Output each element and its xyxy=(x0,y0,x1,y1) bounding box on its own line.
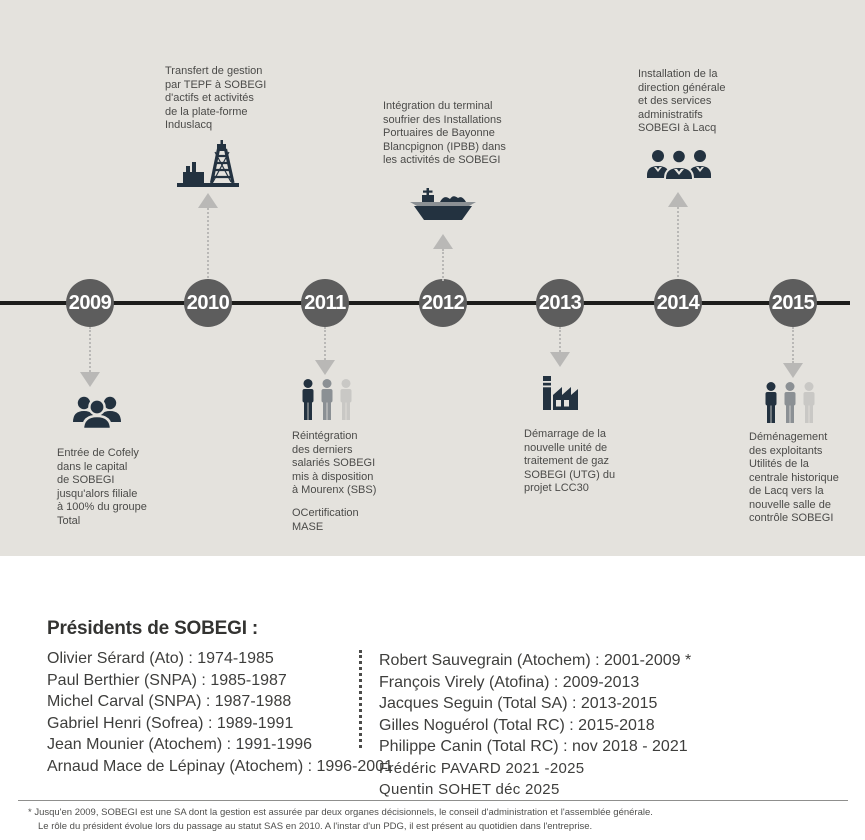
arrow-down-2009 xyxy=(80,327,100,387)
president-entry: Gabriel Henri (Sofrea) : 1989-1991 xyxy=(47,714,294,732)
year-node-2015: 2015 xyxy=(769,279,817,327)
president-entry: Jean Mounier (Atochem) : 1991-1996 xyxy=(47,736,313,753)
president-entry: Philippe Canin (Total RC) : nov 2018 - 2021 xyxy=(379,738,688,755)
presidents-heading: Présidents de SOBEGI : xyxy=(47,618,258,639)
arrow-up-2014 xyxy=(668,192,688,277)
president-entry: Frédéric PAVARD 2021 -2025 xyxy=(379,759,585,777)
event-text-2012: Intégration du terminal soufrier des Installations Portuaires de Bayonne Blancpignon (IPBB) dans les activités de SOBEGI xyxy=(383,100,506,166)
footnote xyxy=(28,806,838,834)
arrow-up-2010 xyxy=(198,193,218,278)
event-text-2015: Déménagement des exploitants Utilités de la centrale historique de Lacq vers la nouvelle salle de contrôle SOBEGI xyxy=(749,431,839,524)
presidents-list-left xyxy=(47,648,393,777)
year-node-2010: 2010 xyxy=(184,279,232,327)
arrow-down-2015 xyxy=(783,327,803,378)
year-node-2009: 2009 xyxy=(66,279,114,327)
footnote-divider xyxy=(18,800,848,801)
president-entry: Quentin SOHET déc 2025 xyxy=(379,781,560,798)
oil-derrick-icon xyxy=(177,140,239,188)
president-entry: Jacques Seguin (Total SA) : 2013-2015 xyxy=(379,695,658,712)
three-persons-icon xyxy=(301,379,359,423)
president-entry: Robert Sauvegrain (Atochem) : 2001-2009 * xyxy=(379,652,692,669)
president-entry: Olivier Sérard (Ato) : 1974-1985 xyxy=(47,650,274,667)
column-divider xyxy=(359,650,362,748)
people-group-icon xyxy=(71,394,123,436)
footnote-line-2: Le rôle du président évolue lors du passage au statut SAS en 2010. A l'instar d'un PDG, il est présent au quotidien dans l'entreprise. xyxy=(38,821,593,832)
president-entry: Gilles Noguérol (Total RC) : 2015-2018 xyxy=(379,716,655,734)
president-entry: Michel Carval (SNPA) : 1987-1988 xyxy=(47,693,292,710)
factory-icon xyxy=(540,374,580,412)
event-text-2009: Entrée de Cofely dans le capital de SOBEGI jusqu'alors filiale à 100% du groupe Total xyxy=(57,447,147,527)
footnote-line-1: * Jusqu'en 2009, SOBEGI est une SA dont la gestion est assurée par deux organes décisionnels, le conseil d'administration et l'assemblée générale. xyxy=(28,807,653,818)
team-icon xyxy=(646,148,712,188)
president-entry: Paul Berthier (SNPA) : 1985-1987 xyxy=(47,671,287,689)
cargo-ship-icon xyxy=(410,188,476,224)
year-node-2014: 2014 xyxy=(654,279,702,327)
event-text-2011-certification: OCertification MASE xyxy=(292,507,359,533)
year-node-2012: 2012 xyxy=(419,279,467,327)
president-entry: Arnaud Mace de Lépinay (Atochem) : 1996-2001 xyxy=(47,757,393,775)
three-persons-icon xyxy=(764,382,822,426)
year-node-2013: 2013 xyxy=(536,279,584,327)
event-text-2013: Démarrage de la nouvelle unité de traitement de gaz SOBEGI (UTG) du projet LCC30 xyxy=(524,428,616,494)
president-entry: François Virely (Atofina) : 2009-2013 xyxy=(379,673,640,691)
event-text-2011: Réintégration des derniers salariés SOBEGI mis à disposition à Mourenx (SBS) xyxy=(292,430,377,496)
arrow-down-2011 xyxy=(315,327,335,375)
arrow-down-2013 xyxy=(550,327,570,367)
year-node-2011: 2011 xyxy=(301,279,349,327)
arrow-up-2012 xyxy=(433,234,453,281)
event-text-2014: Installation de la direction générale et des services administratifs SOBEGI à Lacq xyxy=(638,68,726,134)
event-text-2010: Transfert de gestion par TEPF à SOBEGI d'actifs et activités de la plate-forme Induslacq xyxy=(165,65,267,131)
presidents-list-right xyxy=(379,650,691,801)
